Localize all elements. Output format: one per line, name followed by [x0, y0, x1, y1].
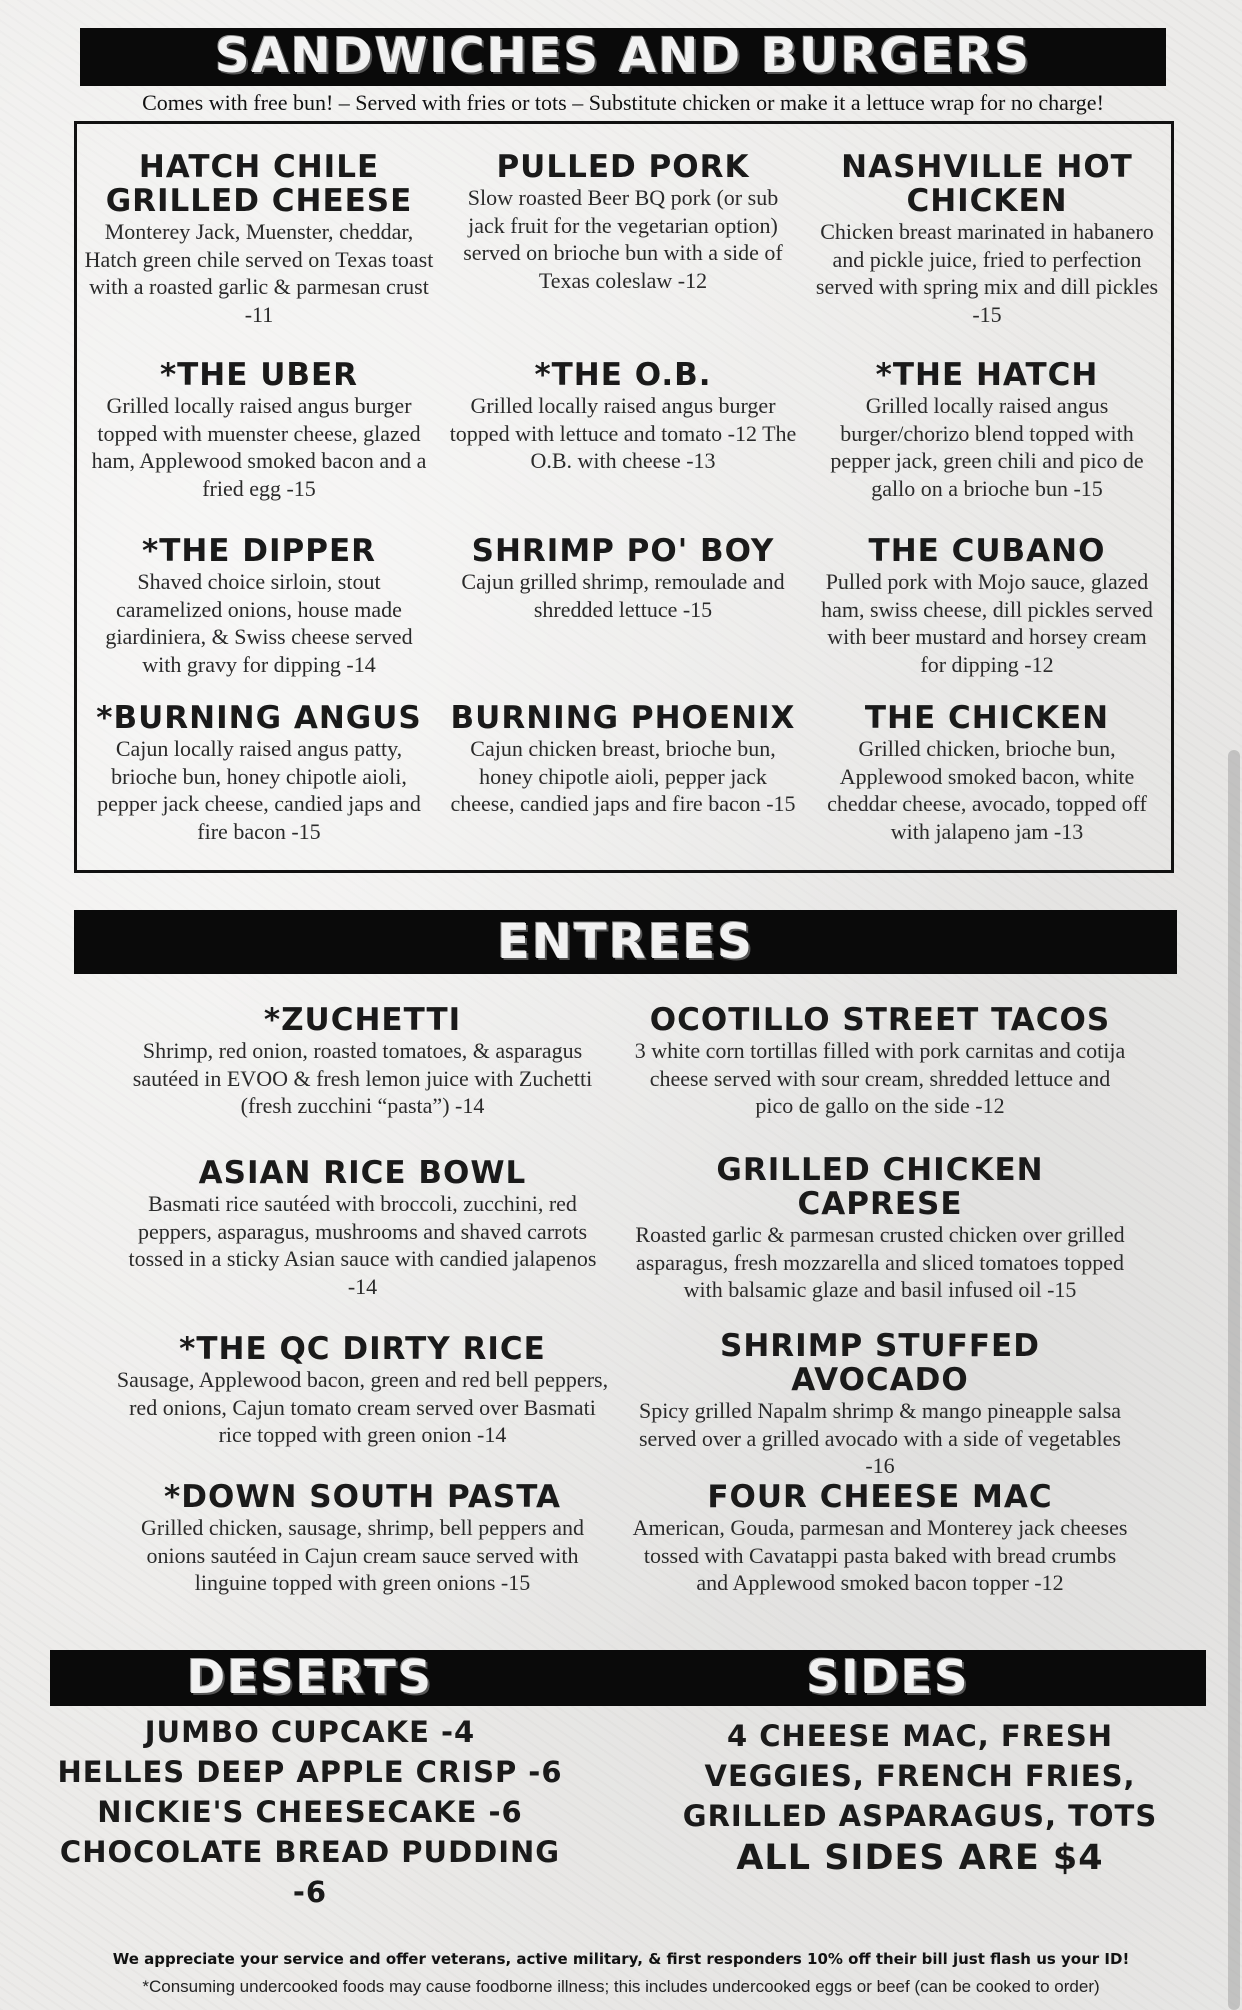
menu-item	[812, 534, 1162, 678]
menu-item	[812, 150, 1162, 328]
deserts-heading: DESERTS	[186, 1650, 434, 1704]
item-name: SHRIMP STUFFED AVOCADO	[720, 1328, 1040, 1398]
item-name: SHRIMP PO' BOY	[471, 533, 775, 569]
menu-item	[115, 1003, 610, 1120]
item-description: Grilled chicken, brioche bun, Applewood smoked bacon, white cheddar cheese, avocado, topped off with jalapeno jam -13	[827, 736, 1147, 844]
menu-item	[84, 534, 434, 678]
deserts-heading-bar	[50, 1650, 570, 1706]
menu-item	[448, 358, 798, 475]
item-name: *THE HATCH	[875, 357, 1099, 393]
item-description: Cajun chicken breast, brioche bun, honey chipotle aioli, pepper jack cheese, candied japs and fire bacon -15	[450, 736, 796, 816]
item-name: *THE UBER	[159, 357, 359, 393]
item-name: THE CHICKEN	[864, 700, 1110, 736]
item-name: GRILLED CHICKEN CAPRESE	[716, 1152, 1044, 1222]
item-name: *THE QC DIRTY RICE	[179, 1331, 546, 1367]
menu-item	[812, 358, 1162, 502]
item-name: HATCH CHILE GRILLED CHEESE	[105, 149, 413, 219]
sides-line: GRILLED ASPARAGUS, TOTS	[682, 1799, 1158, 1833]
military-discount-note: We appreciate your service and offer veterans, active military, & first responders 10% off their bill just flash us your ID!	[112, 1950, 1130, 1968]
item-name: FOUR CHEESE MAC	[707, 1479, 1053, 1515]
item-description: Basmati rice sautéed with broccoli, zucchini, red peppers, asparagus, mushrooms and shaved carrots tossed in a sticky Asian sauce with candied jalapenos -14	[128, 1191, 597, 1299]
menu-item	[448, 701, 798, 818]
menu-item	[812, 701, 1162, 845]
item-name: *BURNING ANGUS	[96, 700, 422, 736]
item-description: Grilled locally raised angus burger topped with muenster cheese, glazed ham, Applewood smoked bacon and a fried egg -15	[91, 393, 427, 501]
item-description: Cajun locally raised angus patty, brioche bun, honey chipotle aioli, pepper jack cheese, candied japs and fire bacon -15	[97, 736, 421, 844]
item-description: Shaved choice sirloin, stout caramelized onions, house made giardiniera, & Swiss cheese served with gravy for dipping -14	[105, 569, 413, 677]
menu-item	[630, 1153, 1130, 1304]
item-description: Grilled locally raised angus burger topped with lettuce and tomato -12 The O.B. with cheese -13	[449, 393, 797, 473]
menu-item	[448, 534, 798, 623]
item-description: Chicken breast marinated in habanero and pickle juice, fried to perfection served with spring mix and dill pickles -15	[815, 219, 1159, 327]
item-description: Grilled chicken, sausage, shrimp, bell peppers and onions sautéed in Cajun cream sauce served with linguine topped with green onions -15	[141, 1515, 584, 1595]
sides-heading-bar	[570, 1650, 1206, 1706]
menu-item	[630, 1480, 1130, 1597]
sides-heading: SIDES	[806, 1650, 970, 1704]
sides-line: VEGGIES, FRENCH FRIES,	[704, 1759, 1136, 1793]
menu-item	[115, 1156, 610, 1300]
item-description: Grilled locally raised angus burger/chorizo blend topped with pepper jack, green chili and pico de gallo on a brioche bun -15	[830, 393, 1144, 501]
dessert-item: CHOCOLATE BREAD PUDDING -6	[59, 1835, 561, 1909]
item-description: Roasted garlic & parmesan crusted chicken over grilled asparagus, fresh mozzarella and sliced tomatoes topped with balsamic glaze and basil infused oil -15	[635, 1222, 1125, 1302]
sides-line: 4 CHEESE MAC, FRESH	[726, 1719, 1114, 1753]
item-description: Shrimp, red onion, roasted tomatoes, & asparagus sautéed in EVOO & fresh lemon juice with Zuchetti (fresh zucchini “pasta”) -14	[132, 1038, 593, 1118]
item-name: NASHVILLE HOT CHICKEN	[841, 149, 1133, 219]
item-description: Pulled pork with Mojo sauce, glazed ham, swiss cheese, dill pickles served with beer mustard and horsey cream for dipping -12	[821, 569, 1153, 677]
sandwiches-subtitle: Comes with free bun! – Served with fries or tots – Substitute chicken or make it a lettuce wrap for no charge!	[142, 90, 1104, 115]
desserts-list	[40, 1712, 580, 1912]
item-name: *DOWN SOUTH PASTA	[164, 1479, 561, 1515]
item-description: Cajun grilled shrimp, remoulade and shredded lettuce -15	[461, 569, 785, 622]
entrees-heading: ENTREES	[497, 914, 754, 970]
menu-item	[630, 1003, 1130, 1120]
dessert-item: JUMBO CUPCAKE -4	[144, 1715, 476, 1749]
item-name: THE CUBANO	[868, 533, 1106, 569]
menu-item	[630, 1329, 1130, 1480]
entrees-heading-bar	[74, 910, 1177, 974]
dessert-item: NICKIE'S CHEESECAKE -6	[97, 1795, 523, 1829]
menu-item	[84, 150, 434, 328]
page-scrollbar[interactable]	[1228, 750, 1240, 2010]
item-name: BURNING PHOENIX	[450, 700, 796, 736]
item-name: *THE O.B.	[534, 357, 712, 393]
item-name: ASIAN RICE BOWL	[198, 1155, 527, 1191]
menu-item	[84, 701, 434, 845]
item-name: OCOTILLO STREET TACOS	[649, 1002, 1111, 1038]
menu-item	[115, 1332, 610, 1449]
item-description: American, Gouda, parmesan and Monterey jack cheeses tossed with Cavatappi pasta baked with bread crumbs and Applewood smoked bacon topper -12	[632, 1515, 1128, 1595]
item-description: Slow roasted Beer BQ pork (or sub jack fruit for the vegetarian option) served on brioche bun with a side of Texas coleslaw -12	[463, 185, 783, 293]
item-description: Monterey Jack, Muenster, cheddar, Hatch green chile served on Texas toast with a roasted garlic & parmesan crust -11	[84, 219, 434, 327]
item-name: *THE DIPPER	[141, 533, 377, 569]
menu-item	[84, 358, 434, 502]
menu-item	[448, 150, 798, 294]
consumption-warning: *Consuming undercooked foods may cause foodborne illness; this includes undercooked eggs or beef (can be cooked to order)	[142, 1977, 1100, 1996]
item-description: Spicy grilled Napalm shrimp & mango pineapple salsa served over a grilled avocado with a side of vegetables -16	[638, 1398, 1122, 1478]
sides-list	[640, 1716, 1200, 1880]
sandwiches-heading-bar	[80, 28, 1166, 86]
menu-item	[115, 1480, 610, 1597]
sandwiches-heading: SANDWICHES AND BURGERS	[214, 28, 1032, 84]
item-name: PULLED PORK	[496, 149, 750, 185]
item-description: 3 white corn tortillas filled with pork carnitas and cotija cheese served with sour cream, shredded lettuce and pico de gallo on the side -12	[634, 1038, 1126, 1118]
dessert-item: HELLES DEEP APPLE CRISP -6	[57, 1755, 563, 1789]
item-description: Sausage, Applewood bacon, green and red bell peppers, red onions, Cajun tomato cream served over Basmati rice topped with green onion -14	[116, 1367, 609, 1447]
sides-price: ALL SIDES ARE $4	[736, 1838, 1104, 1878]
item-name: *ZUCHETTI	[263, 1002, 462, 1038]
